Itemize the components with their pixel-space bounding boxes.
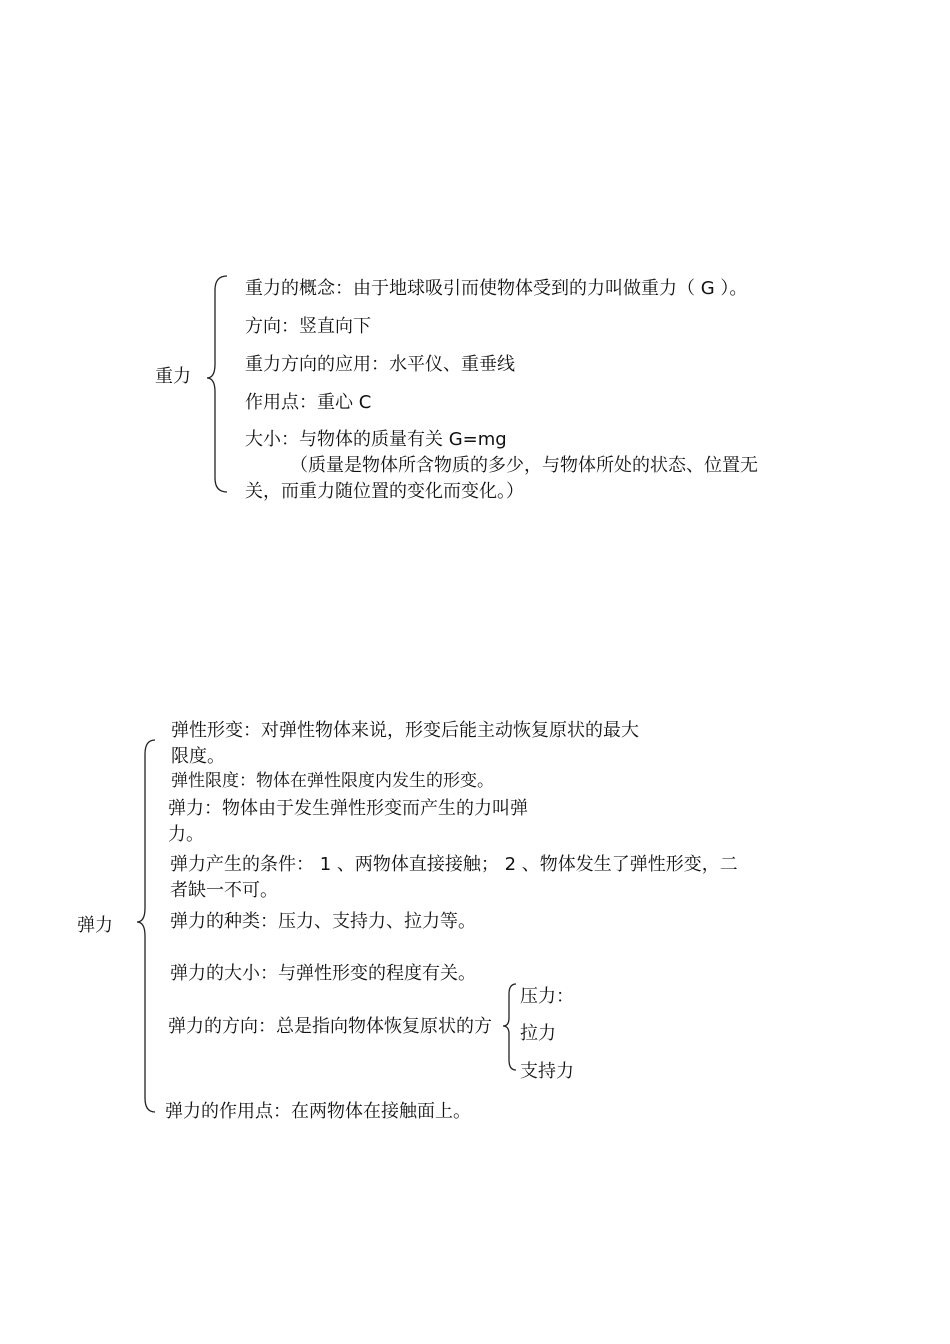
gravity-note-line1: （质量是物体所含物质的多少，与物体所处的状态、位置无: [290, 455, 758, 476]
gravity-action-point: 作用点：重心 C: [245, 392, 372, 413]
elastic-conditions-line1: 弹力产生的条件： 1 、两物体直接接触； 2 、物体发生了弹性形变，二: [170, 854, 738, 875]
elastic-definition-line1: 弹力：物体由于发生弹性形变而产生的力叫弹: [168, 798, 528, 819]
gravity-direction: 方向：竖直向下: [245, 316, 371, 337]
elastic-action-point: 弹力的作用点：在两物体在接触面上。: [165, 1101, 471, 1122]
direction-subitems-brace: [500, 982, 520, 1072]
elastic-magnitude: 弹力的大小：与弹性形变的程度有关。: [170, 963, 476, 984]
elastic-title: 弹力: [77, 915, 113, 936]
subitem-tension: 拉力: [520, 1023, 556, 1044]
elastic-limit: 弹性限度：物体在弹性限度内发生的形变。: [171, 771, 494, 791]
gravity-concept: 重力的概念：由于地球吸引而使物体受到的力叫做重力（ G ）。: [245, 278, 748, 299]
elastic-brace: [135, 738, 159, 1114]
gravity-direction-application: 重力方向的应用：水平仪、重垂线: [245, 354, 515, 375]
gravity-magnitude: 大小：与物体的质量有关 G=mg: [245, 429, 507, 450]
elastic-direction: [168, 1014, 510, 1040]
elastic-definition-line2: 力。: [168, 824, 204, 845]
gravity-brace: [205, 274, 229, 496]
elastic-deformation-line1: 弹性形变：对弹性物体来说，形变后能主动恢复原状的最大: [171, 720, 639, 741]
elastic-types: 弹力的种类：压力、支持力、拉力等。: [170, 911, 476, 932]
gravity-title: 重力: [155, 366, 191, 387]
subitem-pressure: 压力：: [520, 986, 574, 1007]
elastic-deformation-line2: 限度。: [171, 746, 225, 767]
subitem-support-force: 支持力: [520, 1061, 574, 1082]
elastic-direction-text: 弹力的方向：总是指向物体恢复原状的方: [168, 1016, 492, 1037]
gravity-note-line2: 关，而重力随位置的变化而变化。）: [245, 481, 524, 502]
elastic-conditions-line2: 者缺一不可。: [170, 880, 278, 901]
